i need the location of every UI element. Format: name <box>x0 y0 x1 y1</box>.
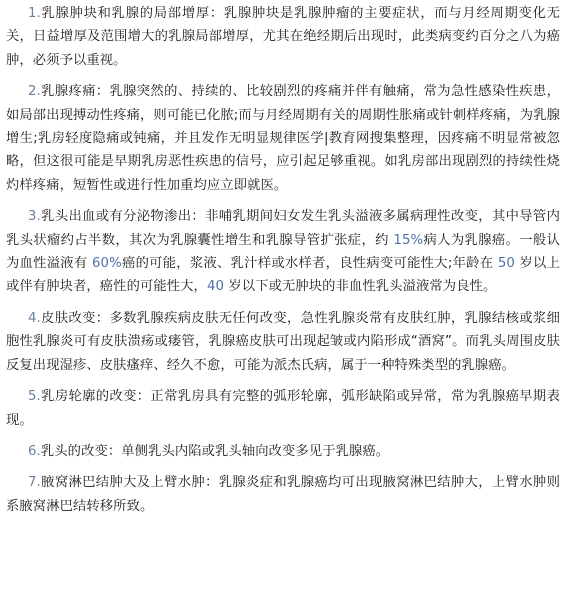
item-number: 1. <box>28 6 41 21</box>
paragraph-breast-contour <box>6 385 560 432</box>
paragraph-nipple-changes <box>6 440 560 463</box>
paragraph-breast-lump <box>6 2 560 72</box>
paragraph-nipple-discharge <box>6 205 560 299</box>
paragraph-text: 乳腺疼痛：乳腺突然的、持续的、比较剧烈的疼痛并伴有触痛，常为急性感染性疾患，如局部出现搏动性疼痛，则可能已化脓;而与月经周期有关的周期性胀痛或针刺样疼痛，为乳腺增生;乳房轻度隐痛或钝痛，并且发作无明显规律医学|教育网搜集整理，因疼痛不明显常被忽略，但这很可能是早期乳房恶性疾患的信号，应引起足够重视。如乳房部出现剧烈的持续性烧灼样疼痛，短暂性或进行性加重均应立即就医。 <box>6 84 560 193</box>
paragraph-axillary-nodes <box>6 471 560 518</box>
paragraph-text: 乳头出血或有分泌物渗出：非哺乳期间妇女发生乳头溢液多属病理性改变，其中导管内乳头状瘤约占半数，其次为乳腺囊性增生和乳腺导管扩张症，约 <box>6 209 560 248</box>
item-number: 6. <box>28 443 41 459</box>
item-number: 3. <box>28 209 41 225</box>
age-value: 40 <box>206 279 225 295</box>
paragraph-text: 腋窝淋巴结肿大及上臂水肿：乳腺炎症和乳腺癌均可出现腋窝淋巴结肿大，上臂水肿则系腋窝淋巴结转移所致。 <box>6 475 560 514</box>
paragraph-text: 皮肤改变：多数乳腺疾病皮肤无任何改变，急性乳腺炎常有皮肤红肿，乳腺结核或浆细胞性乳腺炎可有皮肤溃疡或瘘管，乳腺癌皮肤可出现起皱或内陷形成“酒窝”。而乳头周围皮肤反复出现湿疹、皮肤瘙痒、经久不愈，可能为派杰氏病，属于一种特殊类型的乳腺癌。 <box>6 310 560 373</box>
paragraph-breast-pain <box>6 80 560 197</box>
paragraph-text: 乳头的改变：单侧乳头内陷或乳头轴向改变多见于乳腺癌。 <box>40 443 390 459</box>
percent-value: 60% <box>91 256 122 272</box>
paragraph-text: 乳房轮廓的改变：正常乳房具有完整的弧形轮廓，弧形缺陷或异常，常为乳腺癌早期表现。 <box>6 389 560 428</box>
item-number: 2. <box>28 84 41 100</box>
paragraph-text: 岁以上或伴有肿块者，癌性的可能性大， <box>6 256 560 295</box>
age-value: 50 <box>497 256 515 272</box>
item-number: 5. <box>28 389 41 405</box>
percent-value: 15% <box>393 232 424 248</box>
paragraph-text: 乳腺肿块和乳腺的局部增厚：乳腺肿块是乳腺肿瘤的主要症状，而与月经周期变化无关，日益增厚及范围增大的乳腺局部增厚，尤其在绝经期后出现时，此类病变约百分之八为癌肿，必须予以重视。 <box>6 6 560 68</box>
paragraph-text: 岁以下或无肿块的非血性乳头溢液常为良性。 <box>224 279 497 295</box>
item-number: 4. <box>28 310 41 326</box>
paragraph-text: 病人为乳腺癌。一般认为血性溢液有 <box>6 232 560 272</box>
paragraph-skin-changes <box>6 307 560 377</box>
item-number: 7. <box>28 475 41 491</box>
paragraph-text: 癌的可能，浆液、乳汁样或水样者，良性病变可能性大;年龄在 <box>121 256 498 272</box>
